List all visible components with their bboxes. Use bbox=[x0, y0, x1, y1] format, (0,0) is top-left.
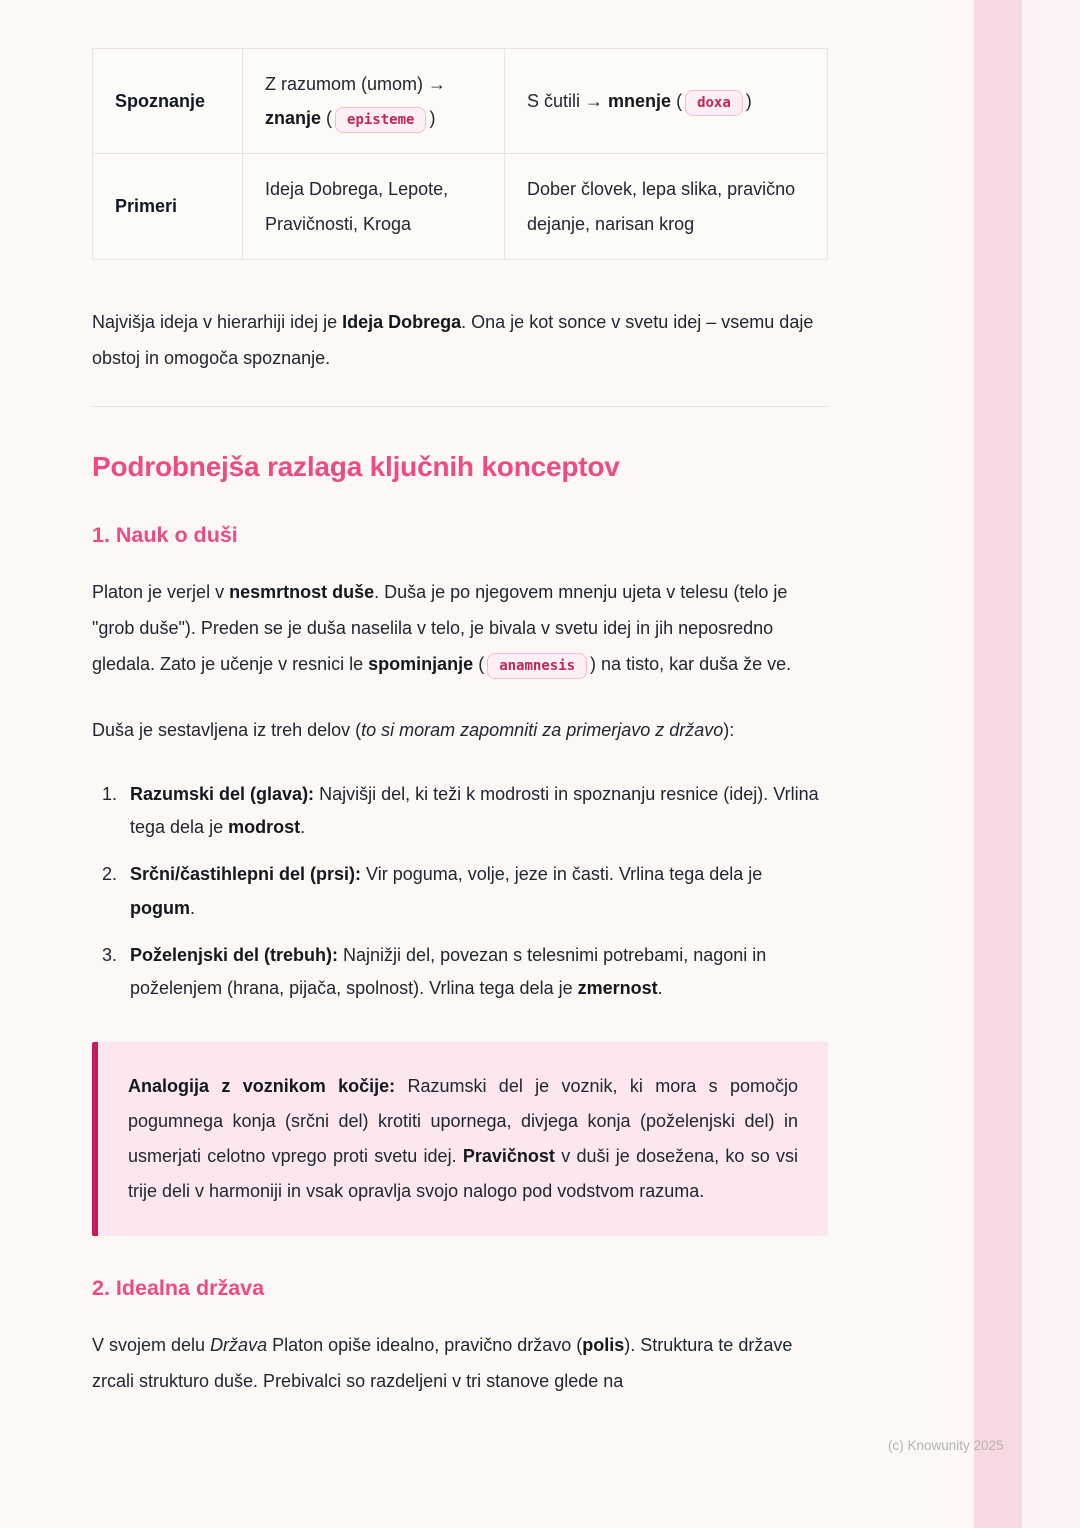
callout-bold: Analogija z voznikom kočije: bbox=[128, 1075, 396, 1096]
callout-text: v duši je dosežena, ko so vsi trije deli v harmoniji in vsak opravlja svojo nalogo pod vodstvom razuma. bbox=[128, 1145, 798, 1201]
list-item-text: . bbox=[190, 897, 196, 918]
body-text: V svojem delu bbox=[92, 1334, 211, 1355]
cell-text: ( bbox=[671, 91, 683, 112]
list-item-srcni bbox=[122, 858, 828, 925]
cell-bold: mnenje bbox=[608, 91, 672, 112]
table-row-label: Spoznanje bbox=[93, 49, 243, 154]
body-text: ) na tisto, kar duša že ve. bbox=[590, 653, 792, 674]
page-edge-pink-stripe bbox=[974, 0, 1022, 1528]
cell-text: Z razumom (umom) → bbox=[265, 74, 447, 94]
body-text: ): bbox=[723, 719, 735, 740]
body-bold: nesmrtnost duše bbox=[229, 581, 375, 602]
body-bold: spominjanje bbox=[368, 653, 474, 674]
paragraph-ideal-state bbox=[92, 1327, 828, 1399]
analogy-callout bbox=[92, 1042, 828, 1236]
table-row-label: Primeri bbox=[93, 154, 243, 259]
paragraph-soul-immortality bbox=[92, 574, 828, 682]
body-text: . Ona je kot sonce v svetu idej – vsemu daje obstoj in omogoča spoznanje. bbox=[92, 311, 814, 368]
subsection-heading-state: 2. Idealna država bbox=[92, 1275, 265, 1300]
code-badge-doxa: doxa bbox=[685, 90, 743, 116]
body-text: . Duša je po njegovem mnenju ujeta v telesu (telo je "grob duše"). Preden se je duša naselila v telo, je bivala v svetu idej in jih neposredno gledala. Zato je učenje v resnici le bbox=[92, 581, 788, 674]
list-item-bold: pogum bbox=[130, 897, 190, 918]
body-text: ( bbox=[473, 653, 485, 674]
body-italic: Država bbox=[210, 1334, 268, 1355]
list-item-text: Najvišji del, ki teži k modrosti in spoznanju resnice (idej). Vrlina tega dela je bbox=[130, 783, 819, 838]
table-cell-senses bbox=[505, 49, 828, 154]
body-italic: to si moram zapomniti za primerjavo z državo bbox=[361, 719, 724, 740]
list-item-pozelenjski bbox=[122, 939, 828, 1006]
table-cell-reason bbox=[243, 49, 505, 154]
body-text: Platon je verjel v bbox=[92, 581, 230, 602]
cell-text: S čutili → bbox=[527, 91, 609, 112]
page-edge-outer bbox=[1022, 0, 1080, 1528]
paragraph-ideja-dobrega bbox=[92, 304, 828, 376]
body-text: Najvišja ideja v hierarhiji idej je bbox=[92, 311, 343, 332]
cell-text: ) bbox=[429, 108, 436, 129]
body-text: Platon opiše idealno, pravično državo ( bbox=[267, 1334, 583, 1355]
list-item-bold: modrost bbox=[228, 817, 301, 838]
subsection-heading-soul: 1. Nauk o duši bbox=[92, 522, 238, 547]
knowunity-watermark: (c) Knowunity 2025 bbox=[888, 1438, 1004, 1453]
list-item-bold: Razumski del (glava): bbox=[130, 783, 315, 804]
table-cell-examples-things: Dober človek, lepa slika, pravično dejanje, narisan krog bbox=[505, 154, 828, 259]
code-badge-episteme: episteme bbox=[335, 107, 426, 133]
body-text: Duša je sestavljena iz treh delov ( bbox=[92, 719, 362, 740]
section-heading: Podrobnejša razlaga ključnih konceptov bbox=[92, 450, 620, 482]
body-text: ). Struktura te države zrcali strukturo duše. Prebivalci so razdeljeni v tri stanove glede na bbox=[92, 1334, 793, 1391]
list-item-bold: Poželenjski del (trebuh): bbox=[130, 944, 339, 965]
cell-bold: znanje bbox=[265, 108, 322, 129]
list-item-text: . bbox=[300, 817, 306, 838]
table-row-primeri bbox=[93, 154, 828, 259]
cell-text: ) bbox=[745, 91, 752, 112]
code-badge-anamnesis: anamnesis bbox=[487, 653, 587, 679]
list-item-razumski bbox=[122, 778, 828, 845]
list-item-bold: Srčni/častihlepni del (prsi): bbox=[130, 864, 362, 885]
paragraph-soul-three-parts bbox=[92, 712, 828, 748]
section-divider bbox=[92, 406, 828, 407]
body-bold: polis bbox=[582, 1334, 625, 1355]
body-bold: Ideja Dobrega bbox=[342, 311, 462, 332]
knowledge-comparison-table bbox=[92, 48, 828, 260]
list-item-text: Vir poguma, volje, jeze in časti. Vrlina tega dela je bbox=[361, 864, 763, 885]
list-item-text: Najnižji del, povezan s telesnimi potrebami, nagoni in poželenjem (hrana, pijača, spolnost). Vrlina tega dela je bbox=[130, 944, 767, 999]
list-item-text: . bbox=[657, 978, 663, 999]
list-item-bold: zmernost bbox=[577, 978, 658, 999]
callout-text: Razumski del je voznik, ki mora s pomočjo pogumnega konja (srčni del) krotiti upornega, divjega konja (poželenjski del) in usmerjati celotno vprego proti svetu idej. bbox=[128, 1075, 798, 1166]
document-content bbox=[92, 0, 828, 1429]
cell-text: ( bbox=[321, 108, 333, 129]
soul-parts-list bbox=[92, 778, 828, 1006]
table-row-spoznanje bbox=[93, 49, 828, 154]
table-cell-examples-ideas: Ideja Dobrega, Lepote, Pravičnosti, Kroga bbox=[243, 154, 505, 259]
callout-bold: Pravičnost bbox=[462, 1145, 555, 1166]
